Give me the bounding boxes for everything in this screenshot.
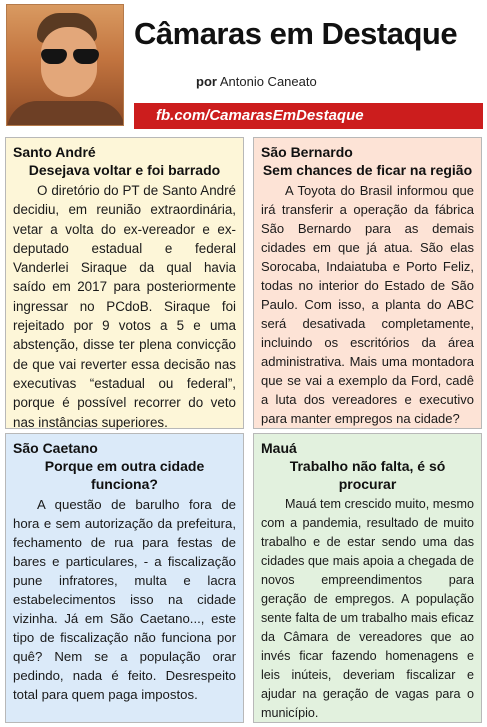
headline: Sem chances de ficar na região bbox=[262, 162, 473, 178]
news-box-santo-andre bbox=[5, 137, 244, 429]
news-box-sao-bernardo bbox=[253, 137, 482, 429]
article-text: A questão de barulho fora de hora e sem autorização da prefeitura, fechamento de rua para festas de bares e particulares, - a fiscalização pune infratores, multa e lacra estabelecimentos isso na cidade vizinha. Já em São Caetano..., este tipo de fiscalização não funciona por quê? Nem se a população orar pedindo, nada é feito. Desrespeito total para quem paga impostos. bbox=[13, 497, 236, 702]
sunglasses-icon bbox=[39, 49, 101, 65]
masthead bbox=[0, 0, 487, 134]
news-box-maua bbox=[253, 433, 482, 723]
author-name: Antonio Caneato bbox=[219, 74, 317, 89]
news-box-sao-caetano bbox=[5, 433, 244, 723]
author-photo bbox=[6, 4, 124, 126]
column-title: Câmaras em Destaque bbox=[134, 16, 458, 51]
article-text: O diretório do PT de Santo André decidiu, em reunião extraordinária, vetar a volta do ex-vereador e ex-deputado estadual e federal Vanderlei Siraque da qual havia saído em 2017 para posteriormente ingressar no PCdoB. Siraque foi rejeitado por 9 votos a 5 e uma abstenção, disse ter plena convicção de que vai reverter essa decisão nas executivas “estadual ou federal”, porque é possível recorrer do veto nas instâncias superiores. bbox=[13, 183, 236, 430]
city-name: São Caetano bbox=[13, 440, 98, 456]
headline: Trabalho não falta, é só procurar bbox=[289, 458, 446, 492]
city-name: São Bernardo bbox=[261, 144, 353, 160]
article-text: A Toyota do Brasil informou que irá transferir a operação da fábrica São Bernardo para as demais cidades em que já atua. São elas Sorocaba, Indaiatuba e Porto Feliz, todas no interior do Estado de São Paulo. Com isso, a planta do ABC será desativada completamente, incluindo os escritórios da área administrativa. Mais uma montadora que se vai a exemplo da Ford, cadê a luta dos vereadores e executivo para manter empregos na cidade? bbox=[261, 183, 474, 426]
facebook-link[interactable]: fb.com/CamarasEmDestaque bbox=[156, 107, 364, 124]
byline bbox=[196, 74, 317, 89]
facebook-banner bbox=[134, 103, 483, 129]
headline: Desejava voltar e foi barrado bbox=[28, 162, 221, 178]
city-name: Santo André bbox=[13, 144, 96, 160]
headline: Porque em outra cidade funciona? bbox=[44, 458, 205, 492]
article-text: Mauá tem crescido muito, mesmo com a pandemia, resultado de muito trabalho e de estar sendo uma das cidades que mais apoia a chegada de novos empreendimentos para geração de empregos. A população sente falta de um trabalho mais eficaz da Câmara de vereadores que ao invés ficar fazendo homenagens e leis inúteis, deveriam fiscalizar e ajudar na geração de vagas para o município. bbox=[261, 497, 474, 720]
city-name: Mauá bbox=[261, 440, 297, 456]
byline-prefix: por bbox=[196, 74, 217, 89]
